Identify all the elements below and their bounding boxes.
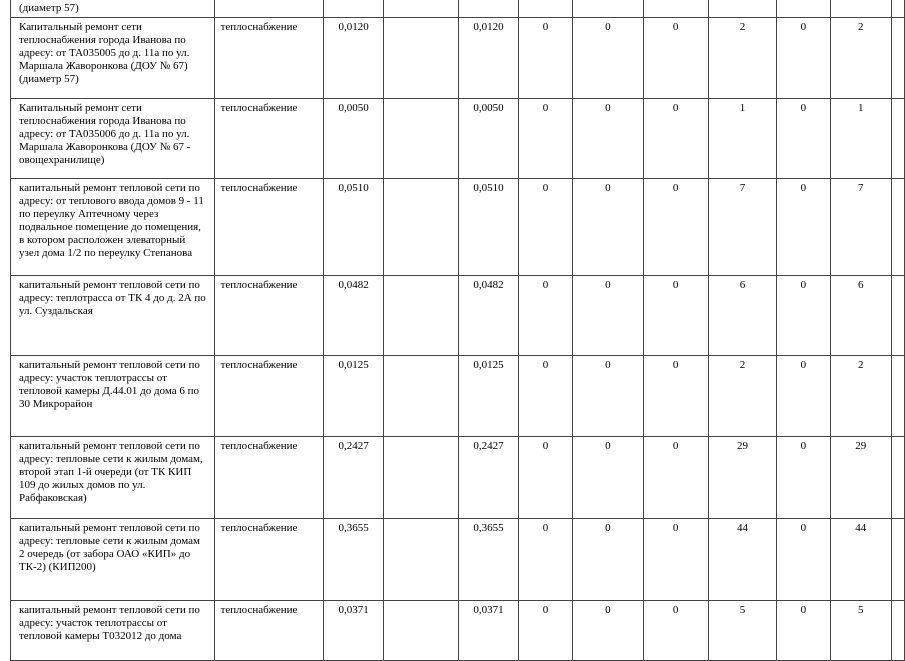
cell-value-v9: 44 (830, 519, 891, 601)
cell-value-v7: 2 (708, 356, 776, 437)
cell-value-v4: 0 (518, 276, 572, 356)
cell-value-v8: 0 (777, 179, 830, 276)
cell-value-v4: 0 (518, 601, 572, 661)
cell-value-v2 (384, 179, 459, 276)
cell-value-v6: 0 (643, 276, 708, 356)
cell-value-v1: 0,3655 (324, 519, 384, 601)
cell-type: теплоснабжение (214, 437, 324, 519)
cell-value-v9: 7 (830, 179, 891, 276)
cell-value-v5: 0 (573, 276, 643, 356)
cell-value-v7: 29 (708, 437, 776, 519)
cell-value-v9: 6 (830, 276, 891, 356)
cell-value-v9: 1 (830, 99, 891, 179)
cell-value-v3: 0,2427 (459, 437, 519, 519)
cell-value-v8: 0 (777, 99, 830, 179)
cell-value-v5: 0 (573, 356, 643, 437)
cell-value-v7: 1 (708, 99, 776, 179)
cell-description: Капитальный ремонт сети теплоснабжения города Иванова по адресу: от ТА035005 до д. 11а по ул. Маршала Жаворонкова (ДОУ № 67) (диаметр 57) (11, 18, 215, 99)
cell-value-v6: 0 (643, 179, 708, 276)
cell-type: теплоснабжение (214, 276, 324, 356)
cell-value-v5: 0 (573, 601, 643, 661)
cell-value-v4: 0 (518, 356, 572, 437)
cell-value-v1: 0,2427 (324, 437, 384, 519)
cell-value-v4: 0 (518, 99, 572, 179)
table-row (11, 519, 905, 601)
cell-value-v4: 0 (518, 18, 572, 99)
cell-value-v6: 0 (643, 99, 708, 179)
cell-description: капитальный ремонт тепловой сети по адресу: от теплового ввода домов 9 - 11 по переулку Аптечному через подвальное помещение до помещения, в котором расположен элеваторный узел дома 1/2 по переулку Степанова (11, 179, 215, 276)
repair-table (10, 0, 905, 661)
cell-value-v6: 0 (643, 18, 708, 99)
cell-value-v2 (384, 519, 459, 601)
cell-value-v1: 0,0482 (324, 276, 384, 356)
cell-value-v7: 7 (708, 179, 776, 276)
cell-value-v5: 0 (573, 437, 643, 519)
cell-value-v7: 5 (708, 601, 776, 661)
cell-value-v1: 0,0125 (324, 356, 384, 437)
cell-value-v9: 2 (830, 18, 891, 99)
table-row (11, 179, 905, 276)
cell-value-v7: 2 (708, 18, 776, 99)
cell-description: капитальный ремонт тепловой сети по адресу: участок теплотрассы от тепловой камеры Д.44.01 до дома 6 по 30 Микрорайон (11, 356, 215, 437)
cell-value-v1: 0,0120 (324, 18, 384, 99)
cell-value-v6: 0 (643, 601, 708, 661)
cell-value-v8: 0 (777, 356, 830, 437)
cell-value-v6: 0 (643, 519, 708, 601)
cell-value-v9: 29 (830, 437, 891, 519)
cell-value-v9: 2 (830, 356, 891, 437)
cell-value-v4: 0 (518, 179, 572, 276)
cell-value-v8: 0 (777, 437, 830, 519)
cell-edge (891, 601, 904, 661)
cell-value-v7: 44 (708, 519, 776, 601)
cell-edge (891, 18, 904, 99)
cell-edge (891, 356, 904, 437)
cell-value-v3: 0,0482 (459, 276, 519, 356)
cell-description: капитальный ремонт тепловой сети по адресу: теплотрасса от ТК 4 до д. 2А по ул. Суздальская (11, 276, 215, 356)
cell-value-v2 (384, 601, 459, 661)
table-row (11, 356, 905, 437)
cell-value-v2 (384, 99, 459, 179)
partial-cell-text: (диаметр 57) (11, 0, 215, 18)
cell-value-v2 (384, 276, 459, 356)
cell-edge (891, 179, 904, 276)
cell-value-v3: 0,0120 (459, 18, 519, 99)
cell-value-v1: 0,0050 (324, 99, 384, 179)
cell-value-v3: 0,0510 (459, 179, 519, 276)
cell-value-v6: 0 (643, 437, 708, 519)
cell-type: теплоснабжение (214, 99, 324, 179)
table-row (11, 99, 905, 179)
table-row (11, 437, 905, 519)
cell-edge (891, 519, 904, 601)
table-row (11, 18, 905, 99)
cell-value-v6: 0 (643, 356, 708, 437)
cell-value-v5: 0 (573, 18, 643, 99)
cell-value-v4: 0 (518, 437, 572, 519)
cell-description: Капитальный ремонт сети теплоснабжения города Иванова по адресу: от ТА035006 до д. 11а по ул. Маршала Жаворонкова (ДОУ № 67 - овощехранилище) (11, 99, 215, 179)
cell-value-v8: 0 (777, 519, 830, 601)
cell-description: капитальный ремонт тепловой сети по адресу: участок теплотрассы от тепловой камеры Т032012 до дома (11, 601, 215, 661)
cell-value-v2 (384, 437, 459, 519)
cell-value-v4: 0 (518, 519, 572, 601)
table-row (11, 276, 905, 356)
cell-value-v2 (384, 356, 459, 437)
cell-value-v1: 0,0371 (324, 601, 384, 661)
cell-value-v3: 0,3655 (459, 519, 519, 601)
cell-edge (891, 99, 904, 179)
document-table-container (10, 0, 905, 661)
cell-edge (891, 276, 904, 356)
cell-value-v5: 0 (573, 179, 643, 276)
cell-value-v5: 0 (573, 519, 643, 601)
cell-value-v9: 5 (830, 601, 891, 661)
cell-type: теплоснабжение (214, 356, 324, 437)
cell-type: теплоснабжение (214, 519, 324, 601)
cell-value-v5: 0 (573, 99, 643, 179)
cell-value-v3: 0,0371 (459, 601, 519, 661)
cell-value-v8: 0 (777, 601, 830, 661)
table-row (11, 601, 905, 661)
cell-description: капитальный ремонт тепловой сети по адресу: тепловые сети к жилым домам 2 очередь (от забора ОАО «КИП» до ТК-2) (КИП200) (11, 519, 215, 601)
cell-type: теплоснабжение (214, 601, 324, 661)
cell-value-v3: 0,0050 (459, 99, 519, 179)
cell-description: капитальный ремонт тепловой сети по адресу: тепловые сети к жилым домам, второй этап 1-й очереди (от ТК КИП 109 до жилых домов по ул. Рабфаковская) (11, 437, 215, 519)
cell-value-v2 (384, 18, 459, 99)
cell-edge (891, 437, 904, 519)
cell-type: теплоснабжение (214, 179, 324, 276)
partial-row (11, 0, 905, 18)
cell-value-v7: 6 (708, 276, 776, 356)
cell-value-v8: 0 (777, 18, 830, 99)
cell-type: теплоснабжение (214, 18, 324, 99)
cell-value-v8: 0 (777, 276, 830, 356)
cell-value-v1: 0,0510 (324, 179, 384, 276)
cell-value-v3: 0,0125 (459, 356, 519, 437)
